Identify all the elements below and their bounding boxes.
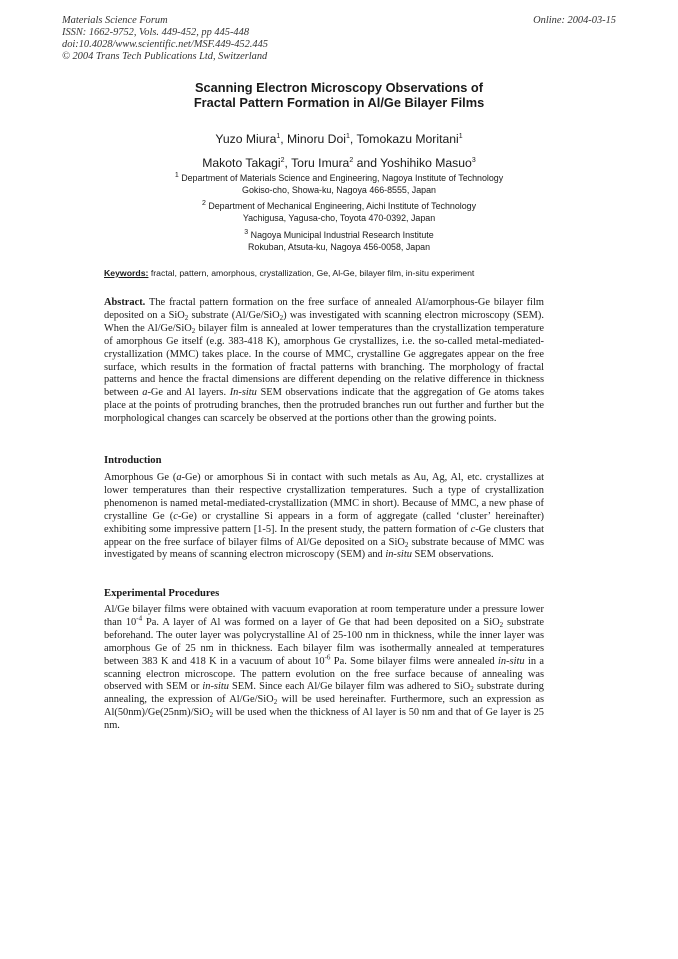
doi-line: doi:10.4028/www.scientific.net/MSF.449-452.445 bbox=[62, 39, 268, 50]
author-list: Yuzo Miura$^1$, Minoru Doi$^1$, Tomokazu Moritani$^1$ Makoto Takagi$^2$, Toru Imura$^2$ and Yoshihiko Masuo$^3$ bbox=[202, 132, 476, 171]
journal-name: Materials Science Forum bbox=[62, 15, 168, 26]
author-affiliation-mark: 1 bbox=[345, 133, 350, 140]
introduction-paragraph: Amorphous Ge (a-Ge) or amorphous Si in contact with such metals as Au, Ag, Al, etc. crystallizes at lower temperatures than their respective crystallization temperatures. Such a type of crystallization phenomenon is named metal-mediated-crystallization (MMC in short). Because of MMC, a new phase of crystalline Ge (c-Ge) or crystalline Si appears in a form of aggregate (called ‘cluster’ hereinafter) exhibiting some impressive pattern [1-5]. In the present study, the pattern formation of c-Ge clusters that appear on the free surface of bilayer films of Al/Ge deposited on a SiO$_2$ substrate because of MMC was investigated by means of scanning electron microscopy (SEM) and in-situ SEM observations. bbox=[104, 472, 544, 561]
copyright-line: © 2004 Trans Tech Publications Ltd, Switzerland bbox=[62, 51, 268, 62]
author-name: Toru Imura bbox=[291, 156, 350, 171]
keywords bbox=[104, 268, 584, 278]
affiliation-1: $^1$ Department of Materials Science and Engineering, Nagoya Institute of Technology Gokiso-cho, Showa-ku, Nagoya 466-8555, Japan bbox=[174, 172, 504, 195]
author-affiliation-mark: 2 bbox=[349, 157, 354, 165]
author-affiliation-mark: 3 bbox=[471, 157, 476, 165]
author-name: Minoru Doi bbox=[287, 132, 346, 147]
author-name: Yoshihiko Masuo bbox=[380, 156, 472, 171]
online-date: Online: 2004-03-15 bbox=[533, 15, 616, 26]
experimental-paragraph: Al/Ge bilayer films were obtained with vacuum evaporation at room temperature under a pressure lower than $10^{-4}$ Pa. A layer of Al was formed on a layer of Ge that had been deposited on a SiO$_2$ substrate beforehand. The outer layer was polycrystalline Al of 25-100 nm in thickness, while the inner layer was amorphous Ge of 25 nm in thickness. Each bilayer film was isothermally annealed at temperatures between 383 K and 418 K in a vacuum of about $10^{-6}$ Pa. Some bilayer films were annealed in-situ in a scanning electron microscope. The pattern evolution on the free surface because of annealing was observed with SEM or in-situ SEM. Since each Al/Ge bilayer film was adhered to SiO$_2$ substrate during annealing, the expression of Al/Ge/SiO$_2$ will be used hereinafter. Furthermore, such an expression as Al(50nm)/Ge(25nm)/SiO$_2$ will be used when the thickness of Al layer is 50 nm and that of Ge layer is 25 nm. bbox=[104, 604, 545, 732]
affiliation-2: $^2$ Department of Mechanical Engineering, Aichi Institute of Technology Yachigusa, Yagusa-cho, Toyota 470-0392, Japan bbox=[201, 200, 477, 223]
author-name: Yuzo Miura bbox=[215, 132, 277, 147]
keywords-label: Keywords: bbox=[104, 268, 149, 278]
section-heading-introduction: Introduction bbox=[104, 455, 162, 466]
author-affiliation-mark: 1 bbox=[458, 133, 463, 140]
title-line-1: Scanning Electron Microscopy Observations of bbox=[195, 80, 483, 95]
keywords-text: fractal, pattern, amorphous, crystallization, Ge, Al-Ge, bilayer film, in-situ experiment bbox=[150, 268, 475, 278]
title-line-2: Fractal Pattern Formation in Al/Ge Bilayer Films bbox=[193, 95, 485, 110]
author-affiliation-mark: 2 bbox=[280, 157, 285, 165]
abstract-paragraph: Abstract. The fractal pattern formation on the free surface of annealed Al/amorphous-Ge bilayer film deposited on a SiO$_2$ substrate (Al/Ge/SiO$_2$) was investigated with scanning electron microscopy (SEM). When the Al/Ge/SiO$_2$ bilayer film is annealed at lower temperatures than the crystallization temperature of amorphous Ge itself (e.g. 383-418 K), amorphous Ge crystallizes, i.e. the so-called metal-mediated-crystallization (MMC) takes place. In the course of MMC, crystalline Ge aggregates appear on the free surface, which results in the formation of fractal patterns with branching. The morphology of fractal patterns and hence the fractal dimensions are different depending on the relative difference in thickness between a-Ge and Al layers. In-situ SEM observations indicate that the aggregation of Ge atoms takes place at the points of protruding branches, then the protruded branches run out further and further but the morphological changes can scarcely be observed at the portions other than the growing points. bbox=[104, 297, 545, 425]
section-heading-experimental: Experimental Procedures bbox=[104, 588, 220, 599]
abstract-label: Abstract. bbox=[104, 297, 146, 308]
author-name: Makoto Takagi bbox=[202, 156, 281, 171]
paper-title bbox=[0, 80, 678, 110]
author-name: Tomokazu Moritani bbox=[356, 132, 459, 147]
issn-line: ISSN: 1662-9752, Vols. 449-452, pp 445-448 bbox=[62, 27, 250, 38]
author-affiliation-mark: 1 bbox=[276, 133, 281, 140]
journal-header bbox=[62, 15, 268, 63]
affiliation-3: $^3$ Nagoya Municipal Industrial Research Institute Rokuban, Atsuta-ku, Nagoya 456-0058, Japan bbox=[244, 229, 434, 252]
